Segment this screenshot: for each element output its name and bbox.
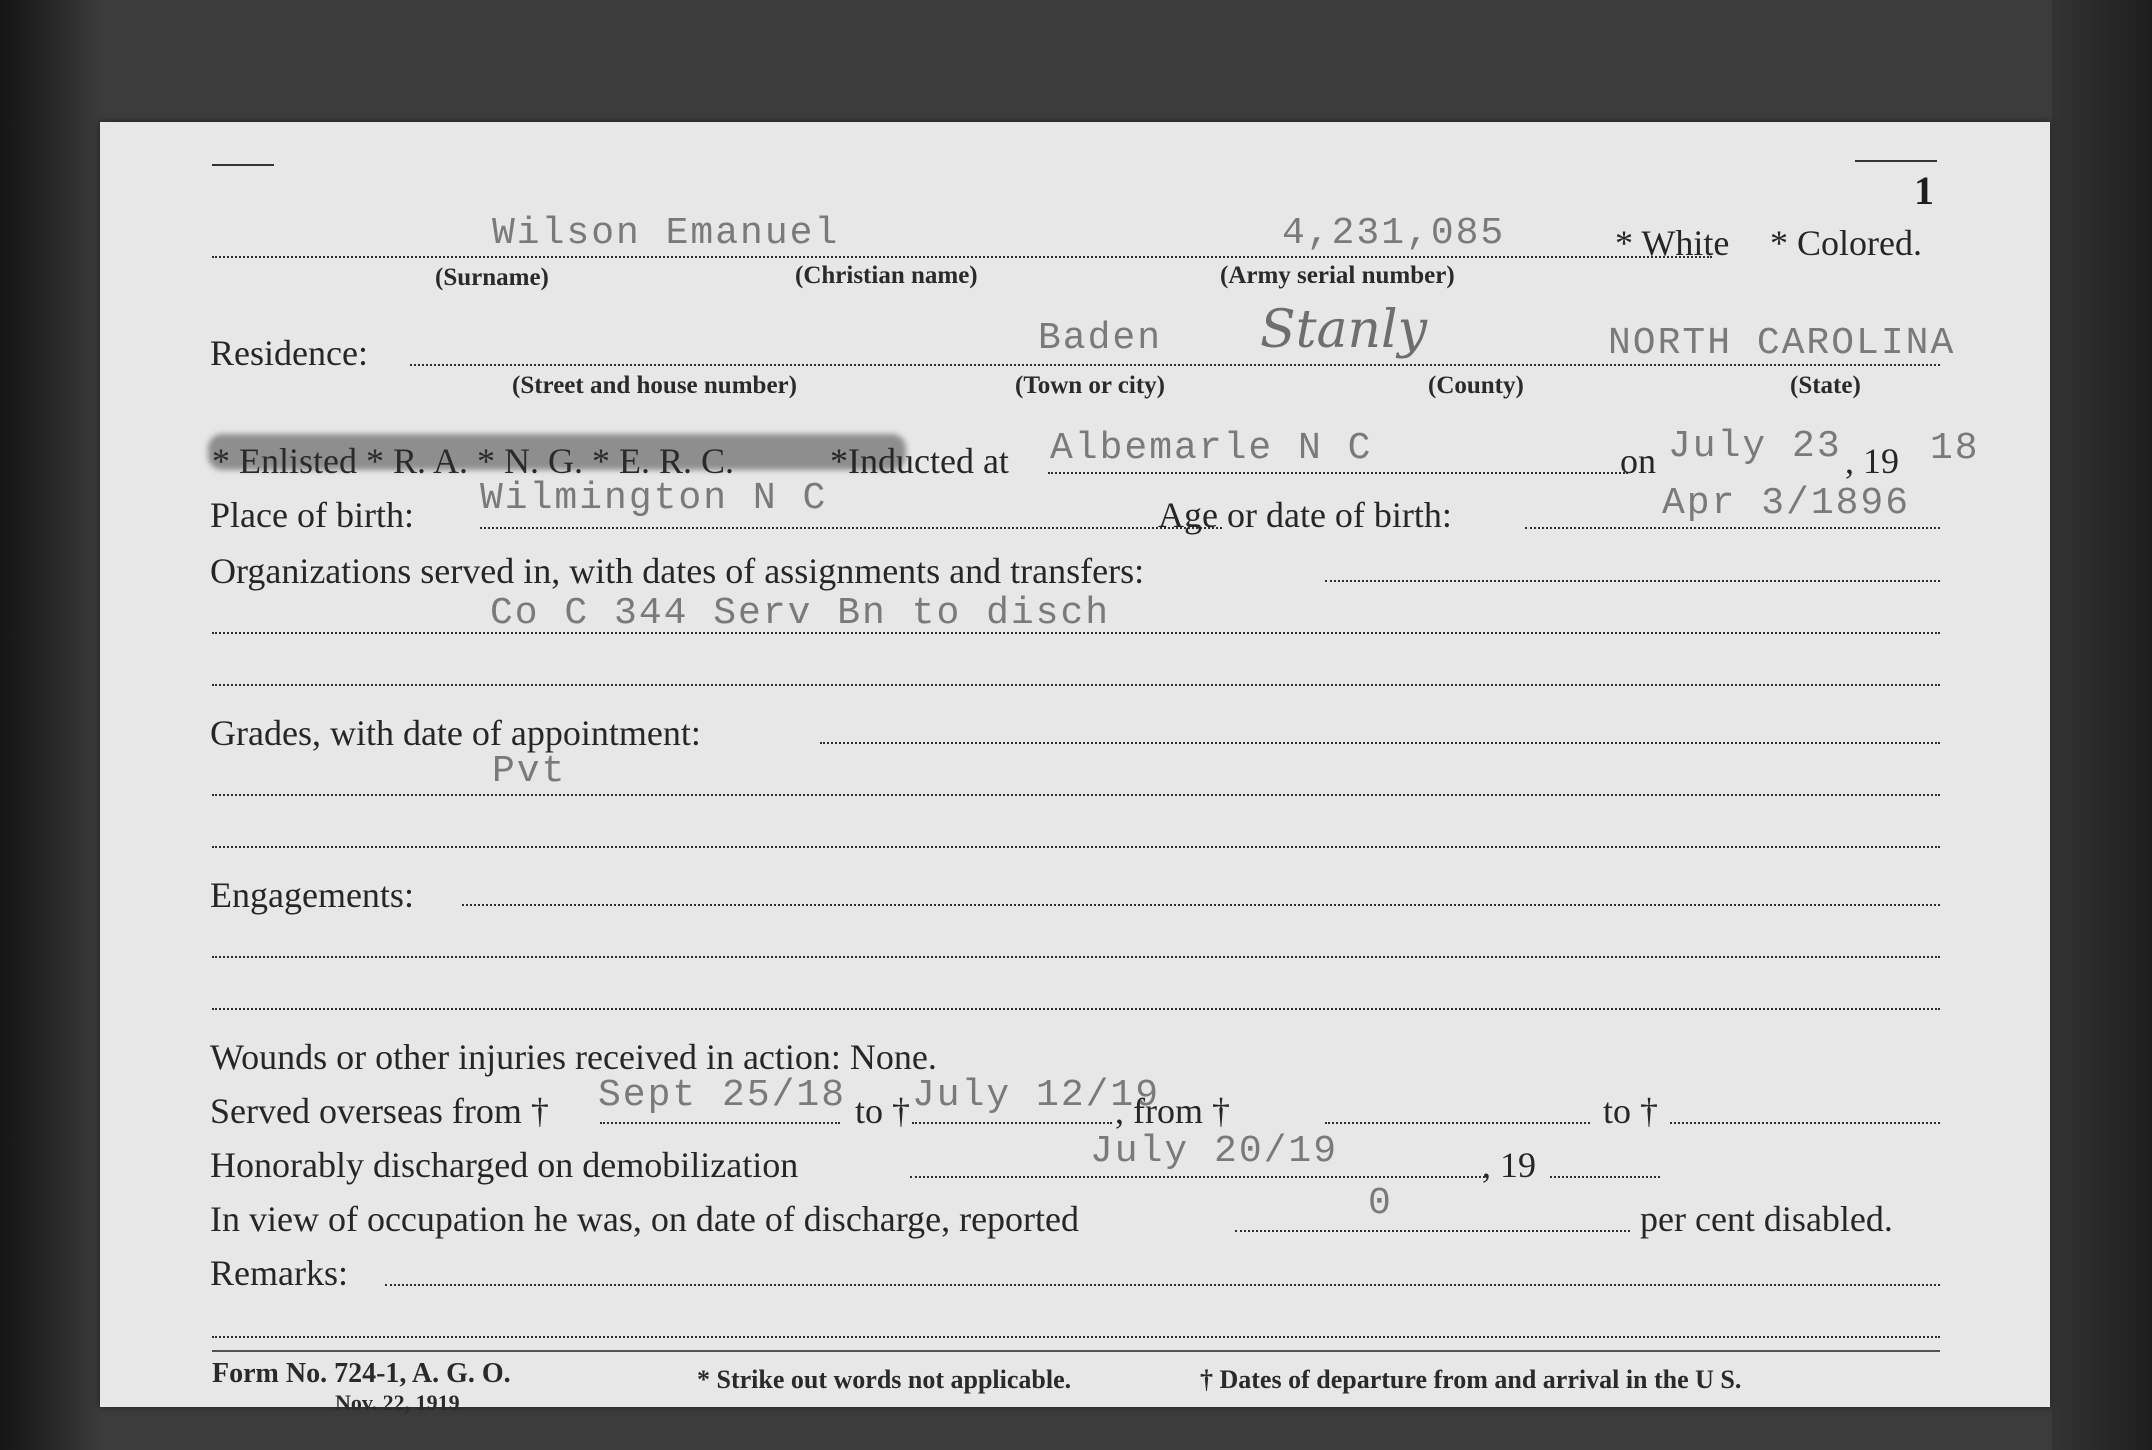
overseas-label: Served overseas from † [210,1091,549,1131]
residence-label: Residence: [210,333,368,373]
disability-line [1235,1230,1630,1232]
discharge-year-suffix: , 19 [1482,1145,1536,1185]
engagements-label: Engagements: [210,875,414,915]
induction-date: July 23 [1668,425,1842,468]
form-date: Nov. 22, 1919 [335,1390,460,1415]
wounds-label: Wounds or other injuries received in action: None. [210,1037,937,1077]
induction-year: 18 [1930,427,1980,470]
street-caption: (Street and house number) [512,372,797,399]
place-of-birth-label: Place of birth: [210,495,414,535]
top-left-rule [212,164,274,166]
engagements-line-3 [212,1008,1940,1010]
surname-value: Wilson Emanuel [492,212,840,255]
overseas-from2-label: , from † [1115,1091,1230,1131]
overseas-to2-line [1670,1122,1940,1124]
serial-caption: (Army serial number) [1220,262,1455,289]
age-line [1525,527,1940,529]
residence-line [410,364,1940,366]
inducted-label: *Inducted at [830,441,1009,481]
grades-line-1 [820,742,1940,744]
state-caption: (State) [1790,372,1861,399]
organizations-value: Co C 344 Serv Bn to disch [490,592,1111,635]
inducted-value: Albemarle N C [1050,427,1373,470]
organizations-line-2 [212,632,1940,634]
serial-value: 4,231,085 [1282,212,1506,255]
name-line [212,256,1712,258]
county-value: Stanly [1260,300,1428,360]
overseas-from-line [600,1122,840,1124]
inducted-line [1048,472,1628,474]
age-label: Age or date of birth: [1158,495,1452,535]
race-colored: * Colored. [1770,223,1922,263]
organizations-line-1 [1325,580,1940,582]
disability-suffix: per cent disabled. [1640,1199,1893,1239]
engagements-line-2 [212,956,1940,958]
engagements-line-1 [462,904,1940,906]
state-value: NORTH CAROLINA [1608,322,1956,365]
grades-line-3 [212,846,1940,848]
year-prefix: , 19 [1845,441,1899,481]
form-number: Form No. 724-1, A. G. O. [212,1358,511,1389]
on-label: on [1620,441,1656,481]
grades-label: Grades, with date of appointment: [210,713,701,753]
footer-rule [212,1350,1940,1352]
organizations-label: Organizations served in, with dates of assignments and transfers: [210,551,1145,591]
remarks-label: Remarks: [210,1253,348,1293]
dates-note: † Dates of departure from and arrival in the U S. [1200,1365,1742,1394]
discharge-value: July 20/19 [1090,1130,1339,1173]
christian-name-caption: (Christian name) [795,262,978,289]
scan-border-left [0,0,100,1450]
grades-value: Pvt [492,750,567,793]
place-of-birth-value: Wilmington N C [480,477,828,520]
discharge-line [910,1176,1485,1178]
disability-value: 0 [1368,1182,1393,1225]
discharge-year-line [1550,1176,1660,1178]
age-value: Apr 3/1896 [1662,482,1911,525]
organizations-line-3 [212,684,1940,686]
overseas-to-label: to † [855,1091,911,1131]
overseas-to-value: July 12/19 [912,1074,1161,1117]
remarks-line-2 [212,1336,1940,1338]
enlisted-options: * Enlisted * R. A. * N. G. * E. R. C. [212,441,735,481]
strike-note: * Strike out words not applicable. [697,1365,1072,1394]
county-caption: (County) [1428,372,1524,399]
disability-label: In view of occupation he was, on date of discharge, reported [210,1199,1080,1239]
overseas-to-line [912,1122,1112,1124]
card-number: 1 [1914,168,1934,213]
scan-border-top [100,0,2152,120]
overseas-from-value: Sept 25/18 [598,1074,847,1117]
scan-border-right [2052,0,2152,1450]
remarks-line-1 [385,1284,1940,1286]
surname-caption: (Surname) [435,264,549,291]
town-caption: (Town or city) [1015,372,1165,399]
overseas-from2-line [1325,1122,1590,1124]
overseas-to2-label: to † [1603,1091,1659,1131]
grades-line-2 [212,794,1940,796]
discharge-label: Honorably discharged on demobilization [210,1145,799,1185]
town-value: Baden [1038,317,1163,360]
top-right-rule [1855,160,1937,162]
service-record-card [100,122,2050,1415]
race-white: * White [1615,223,1730,263]
birth-line [480,527,1222,529]
